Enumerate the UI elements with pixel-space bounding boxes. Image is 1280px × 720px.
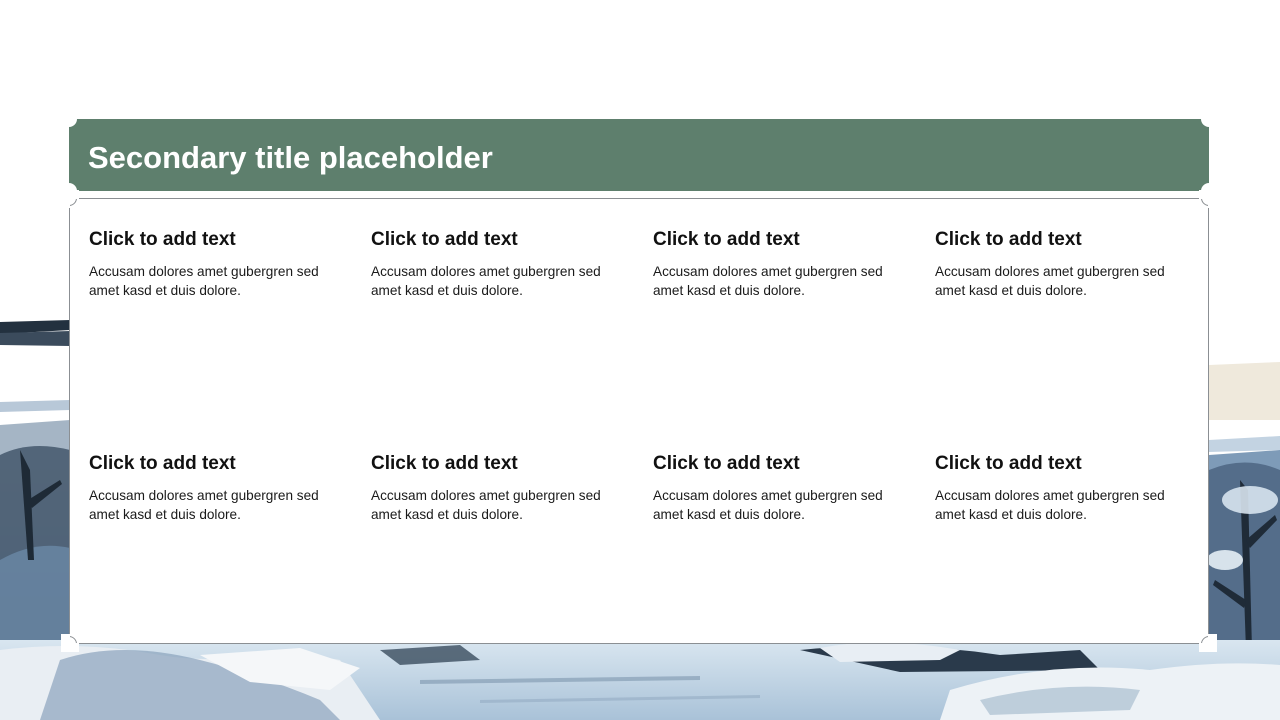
text-item-heading[interactable]: Click to add text: [653, 453, 800, 474]
panel-notch-mask: [1199, 643, 1217, 652]
title-bar-corner-notch: [61, 111, 77, 127]
text-item-body[interactable]: Accusam dolores amet gubergren sed amet kasd et duis dolore.: [89, 264, 319, 298]
panel-notch-mask: [61, 190, 79, 199]
text-item-heading[interactable]: Click to add text: [371, 453, 518, 474]
text-item[interactable]: [371, 228, 621, 300]
slide-title[interactable]: Secondary title placeholder: [88, 140, 493, 175]
text-item-body[interactable]: Accusam dolores amet gubergren sed amet kasd et duis dolore.: [935, 488, 1165, 522]
text-item-heading[interactable]: Click to add text: [935, 229, 1082, 250]
text-item[interactable]: [935, 452, 1185, 524]
text-item-heading[interactable]: Click to add text: [935, 453, 1082, 474]
text-item[interactable]: [653, 452, 903, 524]
text-item-heading[interactable]: Click to add text: [653, 229, 800, 250]
panel-notch-mask: [1199, 190, 1217, 199]
text-item-heading[interactable]: Click to add text: [89, 453, 236, 474]
river-bottom: [0, 640, 1280, 720]
text-item-body[interactable]: Accusam dolores amet gubergren sed amet kasd et duis dolore.: [653, 488, 883, 522]
text-item[interactable]: [371, 452, 621, 524]
text-item-body[interactable]: Accusam dolores amet gubergren sed amet kasd et duis dolore.: [935, 264, 1165, 298]
title-bar: [69, 119, 1209, 191]
title-bar-corner-notch: [1201, 111, 1217, 127]
content-panel: [69, 198, 1209, 644]
text-item-body[interactable]: Accusam dolores amet gubergren sed amet kasd et duis dolore.: [89, 488, 319, 522]
text-item-body[interactable]: Accusam dolores amet gubergren sed amet kasd et duis dolore.: [371, 264, 601, 298]
ink-strokes-left: [0, 320, 70, 640]
text-item[interactable]: [89, 452, 339, 524]
text-item[interactable]: [653, 228, 903, 300]
text-item-heading[interactable]: Click to add text: [89, 229, 236, 250]
text-item-body[interactable]: Accusam dolores amet gubergren sed amet kasd et duis dolore.: [653, 264, 883, 298]
text-item-heading[interactable]: Click to add text: [371, 229, 518, 250]
text-item-body[interactable]: Accusam dolores amet gubergren sed amet kasd et duis dolore.: [371, 488, 601, 522]
text-item[interactable]: [89, 228, 339, 300]
text-item[interactable]: [935, 228, 1185, 300]
panel-notch-mask: [61, 643, 79, 652]
